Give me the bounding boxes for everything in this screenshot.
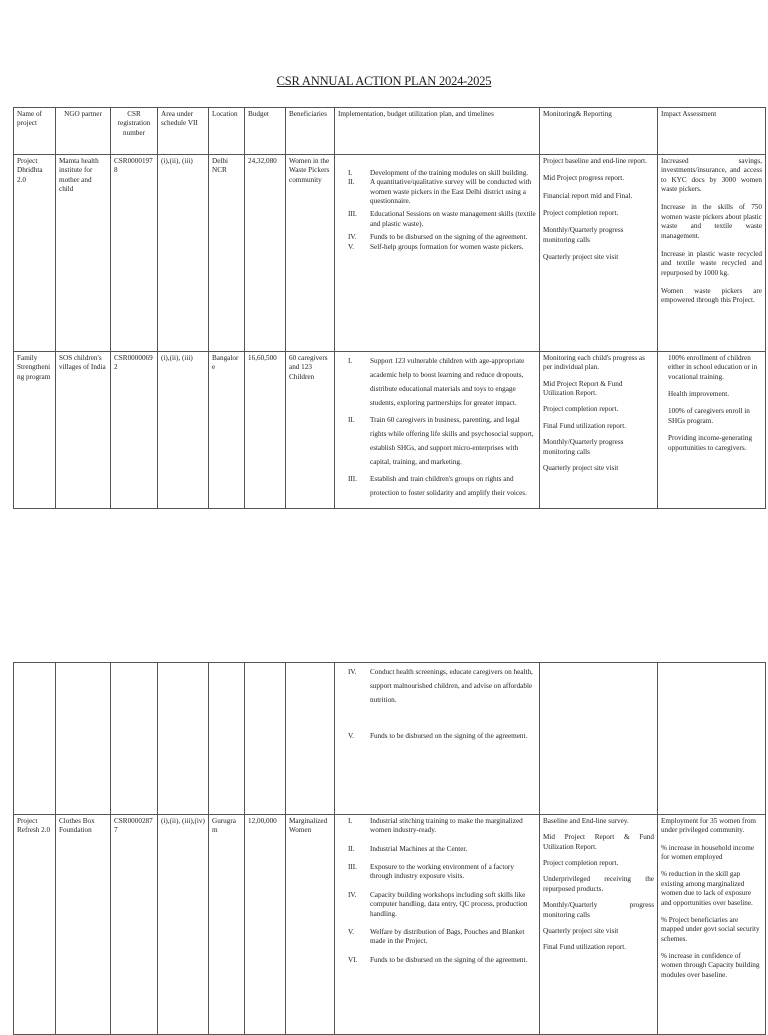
header-area: Area under schedule VII <box>158 108 209 155</box>
implementation-item <box>348 472 536 500</box>
cell-budget: 12,00,000 <box>245 815 286 1035</box>
cell-beneficiaries: 60 caregivers and 123 Children <box>286 352 335 509</box>
implementation-list <box>338 169 536 252</box>
item-text: Train 60 caregivers in business, parenting, and legal rights while offering life skills and psychosocial support, establish SHGs, and support micro-enterprises with capital, training, and marketing. <box>370 416 534 467</box>
cell-empty <box>14 663 56 815</box>
item-number: I. <box>348 357 353 365</box>
cell-area: (i),(ii), (iii) <box>158 352 209 509</box>
header-monitoring: Monitoring& Reporting <box>540 108 658 155</box>
table-row <box>14 155 766 352</box>
implementation-item <box>348 817 536 836</box>
item-number: V. <box>348 927 355 936</box>
list-item: Women waste pickers are empowered through this Project. <box>661 286 762 305</box>
header-implementation: Implementation, budget utilization plan, and timelines <box>335 108 540 155</box>
item-text: Industrial Machines at the Center. <box>370 844 468 853</box>
cell-beneficiaries: Women in the Waste Pickers community <box>286 155 335 352</box>
cell-location: Gurugram <box>209 815 245 1035</box>
header-reg: CSR registration number <box>111 108 158 155</box>
item-text: A quantitative/qualitative survey will be conducted with women waste pickers in the East Delhi district using a questionnaire. <box>370 178 532 206</box>
item-number: II. <box>348 416 355 425</box>
cell-implementation <box>335 352 540 509</box>
cell-project: Project Refresh 2.0 <box>14 815 56 1035</box>
item-text: Conduct health screenings, educate caregivers on health, support malnourished children, and advise on affordable nutrition. <box>370 668 533 705</box>
list-item: Financial report mid and Final. <box>543 191 633 200</box>
item-number: III. <box>348 863 357 872</box>
impact-list <box>668 354 762 453</box>
item-text: Establish and train children's groups on rights and protection to foster solidarity and amplify their voices. <box>370 475 527 498</box>
cell-implementation <box>335 155 540 352</box>
header-impact: Impact Assessment <box>658 108 766 155</box>
cell-ngo: Mamta health institute for mother and child <box>56 155 111 352</box>
action-plan-table-continued <box>13 662 766 1035</box>
monitoring-list <box>543 157 654 263</box>
monitoring-list <box>543 817 654 953</box>
list-item: Monthly/Quarterly progress monitoring calls <box>543 226 624 244</box>
cell-impact <box>658 352 766 509</box>
list-item: Quarterly project site visit <box>543 926 619 935</box>
header-beneficiaries: Beneficiaries <box>286 108 335 155</box>
cell-budget: 24,32,080 <box>245 155 286 352</box>
cell-empty <box>540 663 658 815</box>
list-item: Quarterly project site visit <box>543 253 619 262</box>
implementation-item <box>348 956 536 965</box>
cell-impact <box>658 155 766 352</box>
cell-project: Family Strengthening program <box>14 352 56 509</box>
item-text: Educational Sessions on waste management skills (textile and plastic waste). <box>370 210 536 228</box>
item-number: II. <box>348 844 355 853</box>
implementation-item <box>348 863 536 882</box>
item-text: Exposure to the working environment of a factory through industry exposure visits. <box>370 863 514 881</box>
cell-reg: CSR00001978 <box>111 155 158 352</box>
item-number: IV. <box>348 668 357 676</box>
implementation-item <box>348 233 536 242</box>
implementation-item <box>348 354 536 410</box>
list-item: % Project beneficiaries are mapped under govt social security schemes. <box>661 915 760 943</box>
action-plan-table <box>13 107 766 509</box>
list-item: Mid Project progress report. <box>543 174 625 183</box>
table-header-row <box>14 108 766 155</box>
cell-ngo: SOS children's villages of India <box>56 352 111 509</box>
list-item: Mid Project Report & Fund Utilization Report. <box>543 833 654 851</box>
list-item: Mid Project Report & Fund Utilization Report. <box>543 379 623 398</box>
item-text: Development of the training modules on skill building. <box>370 169 529 177</box>
document-title: CSR ANNUAL ACTION PLAN 2024-2025 <box>276 74 492 88</box>
list-item: Monitoring each child's progress as per individual plan. <box>543 354 645 372</box>
item-number: III. <box>348 475 357 484</box>
implementation-item <box>348 845 536 854</box>
item-text: Support 123 vulnerable children with age-appropriate academic help to boost learning and reduce dropouts, distribute educational materials and toys to engage students, exploring partnerships for greater impact. <box>370 357 525 408</box>
implementation-item <box>348 891 536 919</box>
list-item: % increase in confidence of women through Capacity building modules over baseline. <box>661 951 760 979</box>
cell-empty <box>286 663 335 815</box>
impact-list <box>661 157 762 306</box>
impact-list <box>661 817 762 980</box>
implementation-item <box>348 413 536 469</box>
header-project: Name of project <box>14 108 56 155</box>
cell-beneficiaries: Marginalized Women <box>286 815 335 1035</box>
item-number: V. <box>348 732 355 741</box>
item-number: IV. <box>348 890 357 899</box>
list-item: Health improvement. <box>668 390 730 399</box>
cell-implementation <box>335 815 540 1035</box>
cell-impact <box>658 815 766 1035</box>
list-item: Increased savings, investments/insurance, and access to KYC docs by 3000 women waste pickers. <box>661 157 762 194</box>
list-item: Baseline and End-line survey. <box>543 817 629 825</box>
implementation-item <box>348 178 536 206</box>
cell-monitoring <box>540 155 658 352</box>
implementation-item <box>348 665 536 707</box>
implementation-item <box>348 169 536 178</box>
implementation-item <box>348 729 536 743</box>
cell-empty <box>245 663 286 815</box>
item-text: Funds to be disbursed on the signing of the agreement. <box>370 233 528 242</box>
cell-monitoring <box>540 352 658 509</box>
monitoring-list <box>543 354 654 473</box>
list-item: 100% enrollment of children either in school education or in vocational training. <box>668 354 758 381</box>
cell-location: Delhi NCR <box>209 155 245 352</box>
item-text: Welfare by distribution of Bags, Pouches and Blanket made in the Project. <box>370 927 525 946</box>
cell-empty <box>56 663 111 815</box>
list-item: Employment for 35 women from under privileged community. <box>661 817 757 835</box>
list-item: Project baseline and end-line report. <box>543 157 647 165</box>
list-item: Increase in plastic waste recycled and textile waste recycled and repurposed by 1000 kg. <box>661 249 762 277</box>
list-item: % reduction in the skill gap existing among marginalized women due to lack of exposure and opportunities over baseline. <box>661 870 753 907</box>
cell-area: (i),(ii), (iii),(iv) <box>158 815 209 1035</box>
list-item: Final Fund utilization report. <box>543 421 627 430</box>
implementation-item <box>348 243 536 252</box>
implementation-list <box>338 354 536 500</box>
table-row <box>14 352 766 509</box>
list-item: Increase in the skills of 750 women waste pickers about plastic waste and textile waste management. <box>661 203 762 240</box>
cell-location: Bangalore <box>209 352 245 509</box>
table-row <box>14 815 766 1035</box>
item-number: VI. <box>348 955 358 964</box>
item-number: I. <box>348 817 353 825</box>
implementation-list <box>338 665 536 743</box>
item-number: I. <box>348 169 353 177</box>
list-item: Final Fund utilization report. <box>543 943 627 952</box>
implementation-list <box>338 817 536 965</box>
cell-ngo: Clothes Box Foundation <box>56 815 111 1035</box>
table-row-continued <box>14 663 766 815</box>
list-item: Project completion report. <box>543 209 619 218</box>
cell-empty <box>158 663 209 815</box>
list-item: % increase in household income for women employed <box>661 843 755 862</box>
list-item: Monthly/Quarterly progress monitoring calls <box>543 901 654 919</box>
cell-budget: 16,60,500 <box>245 352 286 509</box>
implementation-item <box>348 210 536 229</box>
item-number: III. <box>348 210 357 219</box>
cell-project: Project Dhridhta 2.0 <box>14 155 56 352</box>
item-text: Funds to be disbursed on the signing of the agreement. <box>370 732 528 741</box>
list-item: 100% of caregivers enroll in SHGs program. <box>668 407 750 425</box>
cell-empty <box>658 663 766 815</box>
cell-reg: CSR00002877 <box>111 815 158 1035</box>
list-item: Quarterly project site visit <box>543 463 619 472</box>
cell-monitoring <box>540 815 658 1035</box>
header-location: Location <box>209 108 245 155</box>
list-item: Project completion report. <box>543 859 619 868</box>
header-budget: Budget <box>245 108 286 155</box>
list-item: Underprivileged receiving the repurposed products. <box>543 875 654 893</box>
item-text: Self-help groups formation for women waste pickers. <box>370 242 524 251</box>
cell-empty <box>209 663 245 815</box>
item-number: V. <box>348 242 355 251</box>
implementation-item <box>348 928 536 947</box>
list-item: Project completion report. <box>543 405 619 414</box>
item-number: II. <box>348 178 355 187</box>
item-text: Funds to be disbursed on the signing of the agreement. <box>370 955 528 964</box>
list-item: Monthly/Quarterly progress monitoring calls <box>543 438 624 456</box>
item-text: Industrial stitching training to make the marginalized women industry-ready. <box>370 817 523 835</box>
cell-empty <box>111 663 158 815</box>
item-number: IV. <box>348 233 357 242</box>
header-ngo: NGO partner <box>56 108 111 155</box>
cell-reg: CSR00000692 <box>111 352 158 509</box>
cell-area: (i),(ii), (iii) <box>158 155 209 352</box>
list-item: Providing income-generating opportunities to caregivers. <box>668 434 753 452</box>
cell-implementation <box>335 663 540 815</box>
item-text: Capacity building workshops including soft skills like computer handling, data entry, QC process, production handling. <box>370 890 528 918</box>
